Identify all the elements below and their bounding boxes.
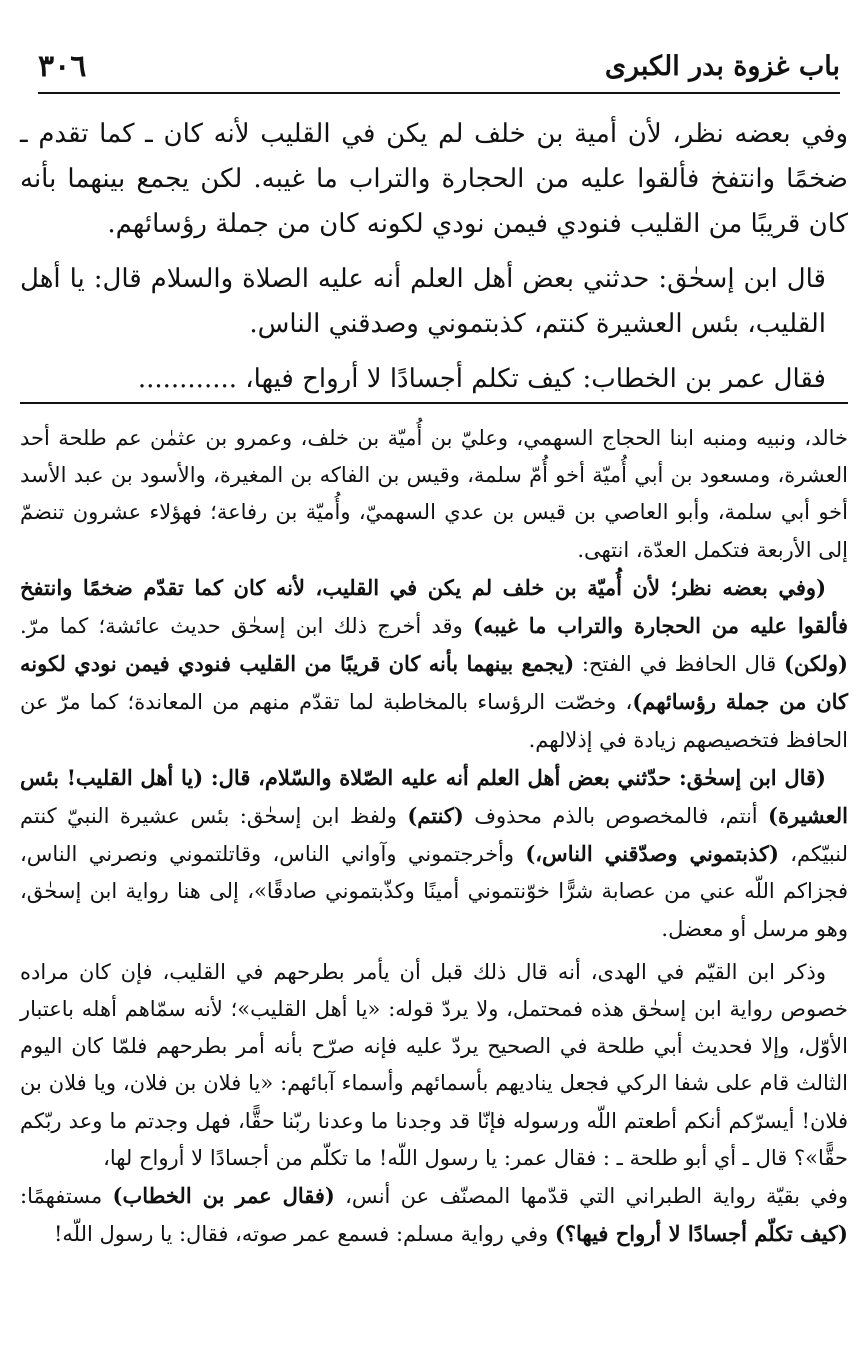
- page-header: [38, 40, 840, 94]
- main-text-paragraph-3: [20, 357, 848, 402]
- quoted-phrase: (فقال عمر بن الخطاب): [112, 1183, 335, 1209]
- commentary-text: وفي بقيّة رواية الطبراني التي قدّمها المصنّف عن أنس،: [334, 1184, 848, 1209]
- quoted-phrase: (كذبتموني وصدّقني الناس،): [525, 841, 779, 867]
- commentary-paragraph-3: [20, 759, 848, 948]
- quoted-phrase: (كيف تكلّم أجسادًا لا أرواح فيها؟): [554, 1221, 848, 1247]
- main-text-paragraph-1: وفي بعضه نظر، لأن أمية بن خلف لم يكن في القليب لأنه كان ـ كما تقدم ـ ضخمًا وانتفخ فألقوا عليه من الحجارة والتراب ما غيبه. لكن يجمع بينهما بأنه كان قريبًا من القليب فنودي فيمن نودي لكونه كان من جملة رؤسائهم.: [20, 119, 848, 239]
- commentary-paragraph-5: [20, 1177, 848, 1253]
- quoted-phrase: (ولكن): [784, 651, 848, 677]
- quoted-phrase: (يجمع بينهما بأنه كان قريبًا من القليب فنودي فيمن نودي لكونه كان من جملة رؤسائهم): [20, 651, 849, 715]
- quoted-phrase: (كنتم): [407, 803, 464, 829]
- commentary-text: وأخرجتموني وآواني الناس، وقاتلتموني ونصرني الناس، فجزاكم اللّه عني من عصابة شرًّا خوّنتموني أمينًا وكذّبتموني صادقًا»، إلى هنا رواية ابن إسحٰق، وهو مرسل أو معضل.: [20, 842, 848, 941]
- commentary-paragraph-2: [20, 569, 848, 759]
- quoted-phrase: (قال ابن إسحٰق: حدّثني بعض أهل العلم أنه عليه الصّلاة والسّلام، قال: (يا أهل القليب! بئس العشيرة): [20, 764, 849, 829]
- commentary-text: أنتم، فالمخصوص بالذم محذوف: [463, 804, 769, 829]
- commentary-text: وقد أخرج ذلك ابن إسحٰق حديث عائشة؛ كما مرّ.: [20, 614, 473, 639]
- text-divider: [20, 402, 848, 404]
- main-text: [20, 112, 848, 412]
- commentary-text: مستفهمًا:: [20, 1184, 113, 1209]
- commentary-text: ، وخصّت الرؤساء بالمخاطبة لما تقدّم منهم من المعاندة؛ كما مرّ عن الحافظ فتخصيصهم زيادة في إذلالهم.: [20, 690, 848, 752]
- commentary-text: قال الحافظ في الفتح:: [574, 652, 784, 677]
- main-text-paragraph-3-text: فقال عمر بن الخطاب: كيف تكلم أجسادًا لا أرواح فيها،: [245, 364, 826, 394]
- commentary: [20, 420, 848, 1253]
- commentary-text: وفي رواية مسلم: فسمع عمر صوته، فقال: يا رسول اللّه!: [53, 1222, 555, 1247]
- continuation-dots: ............: [137, 364, 238, 394]
- commentary-text: ولفظ ابن إسحٰق: بئس عشيرة النبيّ كنتم لنبيّكم،: [20, 804, 848, 867]
- main-text-paragraph-2: قال ابن إسحٰق: حدثني بعض أهل العلم أنه عليه الصلاة والسلام قال: يا أهل القليب، بئس العشيرة كنتم، كذبتموني وصدقني الناس.: [20, 264, 826, 339]
- quoted-phrase: (وفي بعضه نظر؛ لأن أُميّة بن خلف لم يكن في القليب، لأنه كان كما تقدّم ضخمًا وانتفخ فألقوا عليه من الحجارة والتراب ما غيبه): [20, 574, 849, 639]
- chapter-title: باب غزوة بدر الكبرى: [604, 50, 840, 82]
- page-number: ٣٠٦: [38, 48, 87, 84]
- commentary-paragraph-4: وذكر ابن القيّم في الهدى، أنه قال ذلك قبل أن يأمر بطرحهم في القليب، فإن كان مراده خصوص رواية ابن إسحٰق هذه فمحتمل، ولا يردّ قوله: «يا أهل القليب»؛ لأنه سمّاهم أهله باعتبار الأوّل، وإلا فحديث أبي طلحة في الصحيح يردّ عليه فإنه صرّح بأنه أمر بطرحهم فلمّا كان اليوم الثالث قام على شفا الركي فجعل يناديهم بأسمائهم وأسماء آبائهم: «يا فلان بن فلان، ويا فلان بن فلان! أيسرّكم أنكم أطعتم اللّه ورسوله فإنّا قد وجدنا ما وعدنا ربّنا حقًّا، فهل وجدتم ما وعد ربّكم حقًّا»؟ قال ـ أي أبو طلحة ـ : فقال عمر: يا رسول اللّه! ما تكلّم من أجسادًا لا أرواح لها،: [20, 959, 848, 1170]
- commentary-paragraph-1: خالد، ونبيه ومنبه ابنا الحجاج السهمي، وعليّ بن أُميّة بن خلف، وعمرو بن عثمٰن عم طلحة أحد العشرة، ومسعود بن أبي أُميّة أخو أُمّ سلمة، وقيس بن الفاكه بن المغيرة، والأسود بن عبد الأسد أخو أبي سلمة، وأبو العاصي بن قيس بن عدي السهميّ، وأُميّة بن رفاعة؛ فهؤلاء عشرون تنضمّ إلى الأربعة فتكمل العدّة، انتهى.: [20, 426, 848, 562]
